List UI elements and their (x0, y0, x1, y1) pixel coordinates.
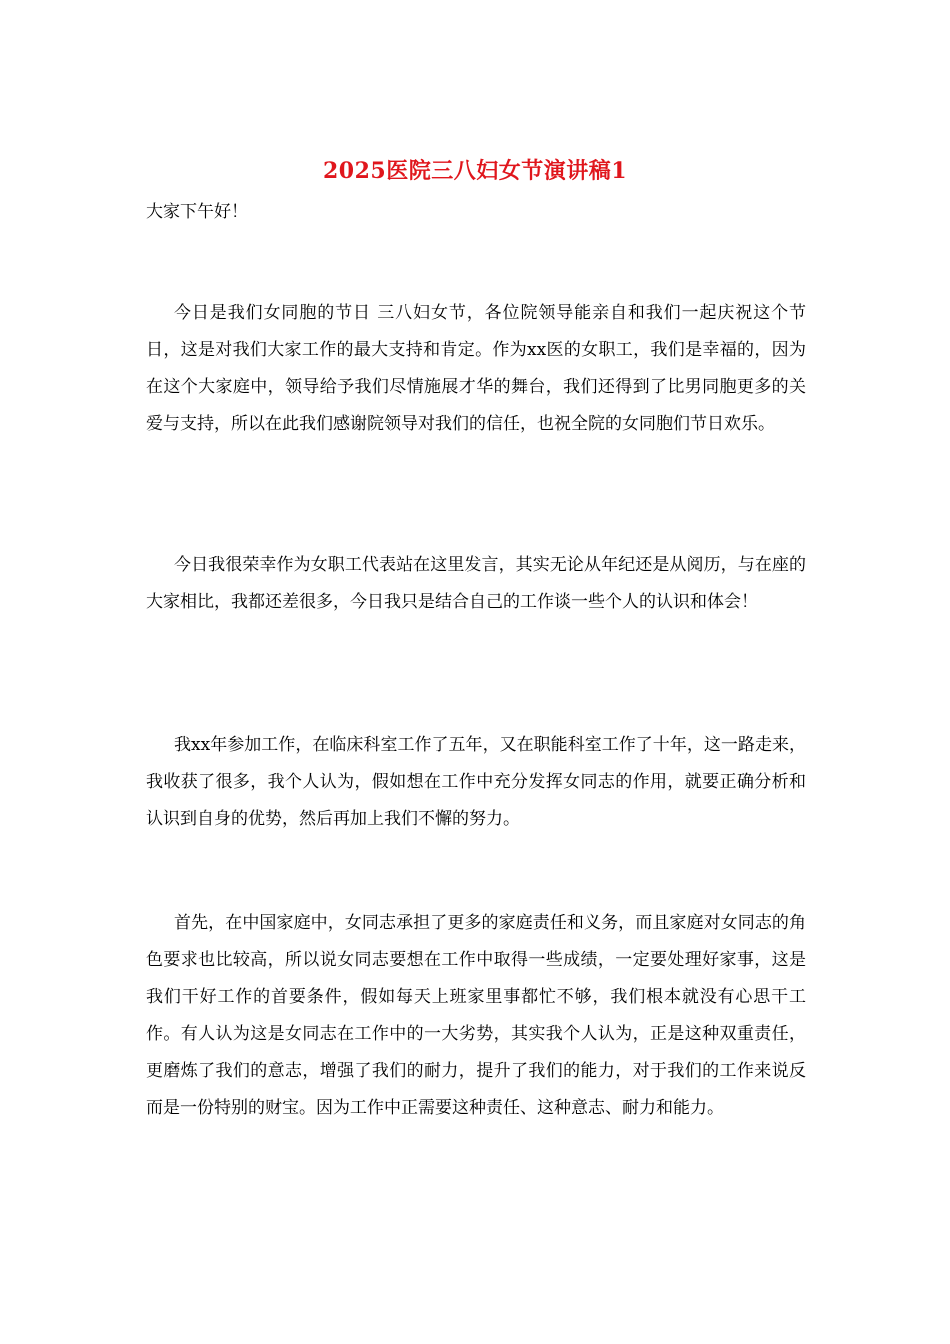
paragraph-4: 首先，在中国家庭中，女同志承担了更多的家庭责任和义务，而且家庭对女同志的角色要求也比较高，所以说女同志要想在工作中取得一些成绩，一定要处理好家事，这是我们干好工作的首要条件，假如每天上班家里事都忙不够，我们根本就没有心思干工作。有人认为这是女同志在工作中的一大劣势，其实我个人认为，正是这种双重责任，更磨炼了我们的意志，增强了我们的耐力，提升了我们的能力，对于我们的工作来说反而是一份特别的财宝。因为工作中正需要这种责任、这种意志、耐力和能力。 (146, 913, 806, 1118)
paragraph-2: 今日我很荣幸作为女职工代表站在这里发言，其实无论从年纪还是从阅历，与在座的大家相比，我都还差很多，今日我只是结合自己的工作谈一些个人的认识和体会！ (146, 555, 806, 612)
greeting-line: 大家下午好！ (146, 202, 248, 222)
paragraph-3: 我xx年参加工作，在临床科室工作了五年，又在职能科室工作了十年，这一路走来，我收获了很多，我个人认为，假如想在工作中充分发挥女同志的作用，就要正确分析和认识到自身的优势，然后再加上我们不懈的努力。 (146, 735, 806, 829)
document-title: 2025医院三八妇女节演讲稿1 (322, 158, 628, 184)
paragraph-1: 今日是我们女同胞的节日 三八妇女节，各位院领导能亲自和我们一起庆祝这个节日，这是对我们大家工作的最大支持和肯定。作为xx医的女职工，我们是幸福的，因为在这个大家庭中，领导给予我们尽情施展才华的舞台，我们还得到了比男同胞更多的关爱与支持，所以在此我们感谢院领导对我们的信任，也祝全院的女同胞们节日欢乐。 (146, 303, 806, 434)
